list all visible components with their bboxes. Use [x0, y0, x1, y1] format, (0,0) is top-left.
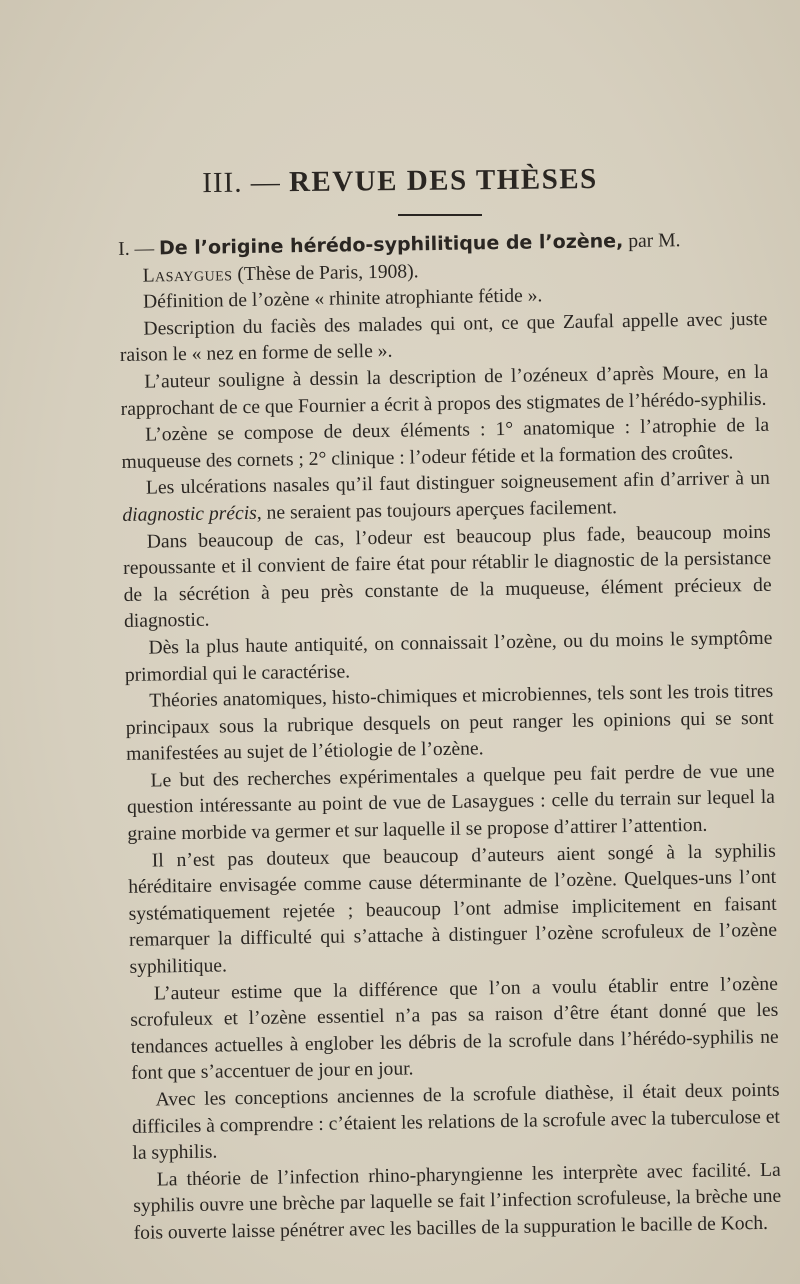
- paragraph: Il n’est pas douteux que beaucoup d’auteurs aient songé à la syphilis héréditaire envisagée comme cause déterminante de l’ozène. Quelques-uns l’ont systématiquement rejetée ; beaucoup l’ont admise implicitement en faisant remarquer la difficulté qui s’attache à distinguer l’ozène scrofuleux de l’ozène syphilitique.: [128, 840, 778, 978]
- paragraph-text: , ne seraient pas toujours aperçues facilement.: [256, 497, 618, 524]
- paragraph: Dès la plus haute antiquité, on connaissait l’ozène, ou du moins le symptôme primordial qui le caractérise.: [124, 627, 773, 686]
- paragraph-text: Les ulcérations nasales qu’il faut distinguer soigneusement afin d’arriver à un: [145, 468, 771, 499]
- paragraph: La théorie de l’infection rhino-pharyngienne les interprète avec facilité. La syphilis ouvre une brèche par laquelle se fait l’infection scrofuleuse, la brèche une fois ouverte laisse pénétrer avec les bacilles de la suppuration le bacille de Koch.: [133, 1159, 782, 1244]
- heading-rule: [398, 214, 482, 216]
- emphasis-text: diagnostic précis: [122, 502, 257, 526]
- paragraph: Avec les conceptions anciennes de la scrofule diathèse, il était deux points difficiles à comprendre : c’étaient les relations de la scrofule avec la tuberculose et la syphilis.: [131, 1079, 781, 1165]
- entry-author: Lasaygues: [142, 263, 233, 287]
- paragraph: L’ozène se compose de deux éléments : 1° anatomique : l’atrophie de la muqueuse des cornets ; 2° clinique : l’odeur fétide et la formation des croûtes.: [121, 414, 770, 473]
- paragraph: Définition de l’ozène « rhinite atrophiante fétide ».: [142, 285, 543, 313]
- paragraph: L’auteur estime que la différence que l’on a voulu établir entre l’ozène scrofuleux et l’ozène essentiel n’a pas sa raison d’être étant donné que les tendances actuelles à englober les débris de la scrofule dans l’hérédo-syphilis ne font que s’accentuer de jour en jour.: [130, 973, 779, 1085]
- section-heading: [0, 161, 800, 202]
- paragraph: L’auteur souligne à dessin la description de l’ozéneux d’après Moure, en la rapprochant de ce que Fournier a écrit à propos des stigmates de l’hérédo-syphilis.: [120, 361, 769, 420]
- entry-by: par M.: [628, 230, 681, 252]
- section-title: REVUE DES THÈSES: [288, 162, 598, 199]
- paragraph: Dans beaucoup de cas, l’odeur est beaucoup plus fade, beaucoup moins repoussante et il convient de faire état pour rétablir le diagnostic de la persistance de la sécrétion à peu près constante de la muqueuse, élément précieux de diagnostic.: [123, 521, 772, 633]
- entry-index: I. —: [118, 238, 155, 260]
- paragraph: Le but des recherches expérimentales a quelque peu fait perdre de vue une question intéressante au point de vue de Lasaygues : celle du terrain sur lequel la graine morbide va germer et sur laquelle il se propose d’attirer l’attention.: [126, 760, 776, 845]
- entry-source: (Thèse de Paris, 1908).: [237, 260, 419, 285]
- section-number: III.: [202, 166, 243, 200]
- paragraph: Théories anatomiques, histo-chimiques et microbiennes, tels sont les trois titres principaux sous la rubrique desquels on peut ranger les opinions qui se sont manifestées au sujet de l’étiologie de l’ozène.: [125, 680, 774, 766]
- review-body: [118, 226, 782, 1248]
- entry-title: De l’origine hérédo-syphilitique de l’ozène,: [158, 230, 624, 260]
- section-dash: —: [250, 166, 281, 199]
- paragraph: Description du faciès des malades qui ont, ce que Zaufal appelle avec juste raison le « nez en forme de selle ».: [119, 308, 768, 367]
